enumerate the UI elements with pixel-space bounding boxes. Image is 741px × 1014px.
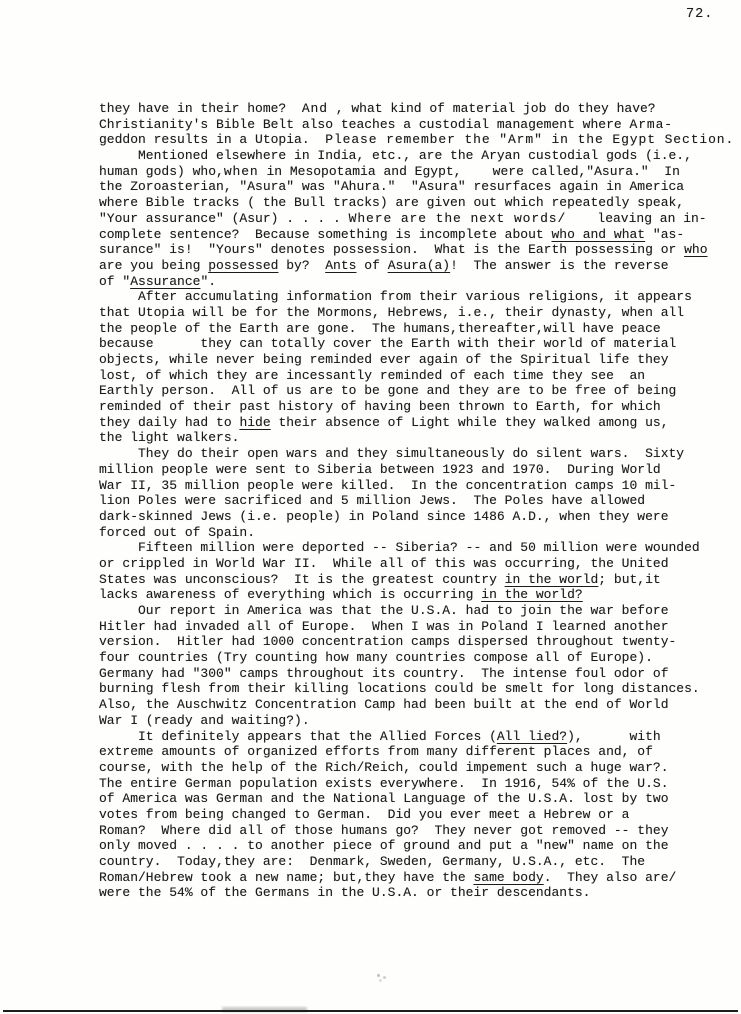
text-line xyxy=(99,540,735,556)
text-segment: objects, while never being reminded ever again of the Spiritual life they xyxy=(99,352,669,367)
text-line xyxy=(99,368,735,384)
underlined-text: who and what xyxy=(551,226,646,242)
text-line xyxy=(99,227,735,243)
text-segment: Earthly person. All of us are to be gone and they are to be free of being xyxy=(99,383,677,399)
text-line xyxy=(99,289,735,305)
text-segment: The entire German population exists everywhere. In 1916, 54% of the U.S. xyxy=(99,775,669,791)
text-segment: version. Hitler had 1000 concentration camps dispersed throughout twenty- xyxy=(99,634,677,650)
text-line xyxy=(99,838,735,854)
text-line xyxy=(99,132,735,148)
text-line xyxy=(99,603,735,619)
text-line xyxy=(99,854,735,870)
text-line xyxy=(99,321,735,337)
text-segment: only moved . . . . to another piece of ground and put a "new" name on the xyxy=(99,838,669,854)
text-segment: Please remember the "Arm" in the Egypt Section. xyxy=(325,132,735,148)
underlined-text: in the world? xyxy=(481,587,583,603)
text-line xyxy=(99,446,735,462)
text-segment: Christianity's Bible Belt also teaches a custodial management where xyxy=(99,116,630,132)
underlined-text: All lied? xyxy=(496,728,568,744)
text-line xyxy=(99,383,735,399)
text-segment: dark-skinned Jews (i.e. people) in Poland since 1486 A.D., when they were xyxy=(99,508,669,524)
text-line xyxy=(99,117,735,133)
paragraph xyxy=(99,148,735,289)
text-line xyxy=(99,195,735,211)
underlined-text: hide xyxy=(239,414,271,430)
text-line xyxy=(99,556,735,572)
text-segment: ), with xyxy=(567,728,661,744)
text-line xyxy=(99,415,735,431)
text-line xyxy=(99,462,735,478)
text-segment: where Bible tracks ( the Bull tracks) are given out which repeatedly speak, xyxy=(99,195,685,211)
text-segment: leaving an in- xyxy=(566,210,707,226)
paragraph xyxy=(99,446,735,540)
text-segment: War I (ready and waiting?). xyxy=(99,712,310,728)
text-segment: course, with the help of the Rich/Reich, could impement such a huge war?. xyxy=(99,759,669,775)
text-line xyxy=(99,885,735,901)
text-line xyxy=(99,791,735,807)
text-segment: Fifteen million were deported -- Siberia? -- and 50 million were wounded xyxy=(99,540,700,556)
text-segment: ! The answer is the reverse xyxy=(450,257,669,273)
text-segment: of " xyxy=(99,273,131,289)
underlined-text: Asura(a) xyxy=(387,257,451,273)
text-line xyxy=(99,258,735,274)
text-line xyxy=(99,305,735,321)
text-segment: by? xyxy=(278,257,326,273)
text-line xyxy=(99,713,735,729)
underlined-text: possessed xyxy=(208,257,279,273)
text-segment: were the 54% of the Germans in the U.S.A. or their descendants. xyxy=(99,885,591,901)
text-segment: And xyxy=(301,101,328,116)
text-segment: human gods) who, xyxy=(99,163,224,179)
text-segment: geddon results in a Utopia. xyxy=(99,132,326,148)
text-line xyxy=(99,870,735,886)
text-segment: Roman? Where did all of those humans go? They never got removed -- they xyxy=(99,822,669,838)
text-line xyxy=(99,242,735,258)
text-line xyxy=(99,697,735,713)
text-segment: ; but,it xyxy=(598,571,661,587)
text-line xyxy=(99,352,735,368)
scan-edge-line xyxy=(3,1010,738,1012)
text-line xyxy=(99,729,735,745)
text-line xyxy=(99,572,735,588)
underlined-text: in the world xyxy=(504,571,599,587)
text-segment: Mentioned elsewhere in India, etc., are the Aryan custodial gods (i.e., xyxy=(99,148,692,164)
text-line xyxy=(99,525,735,541)
text-segment: four countries (Try counting how many countries compose all of Europe). xyxy=(99,650,653,666)
text-segment: Also, the Auschwitz Concentration Camp had been built at the end of World xyxy=(99,697,669,713)
text-segment: reminded of their past history of having been thrown to Earth, for which xyxy=(99,399,661,415)
text-segment: the light walkers. xyxy=(99,430,240,446)
text-segment: Germany had "300" camps throughout its country. The intense foul odor of xyxy=(99,665,669,681)
underlined-text: Ants xyxy=(325,257,357,273)
text-segment: extreme amounts of organized efforts from many different places and, of xyxy=(99,744,653,760)
text-segment: They do their open wars and they simultaneously do silent wars. Sixty xyxy=(99,446,685,462)
text-line xyxy=(99,336,735,352)
paragraph xyxy=(99,101,735,148)
text-segment: lacks awareness of everything which is occurring xyxy=(99,587,482,603)
text-segment: because they can totally cover the Earth with their world of material xyxy=(99,336,677,352)
text-segment: States was unconscious? It is the greatest country xyxy=(99,571,505,587)
paragraph xyxy=(99,729,735,902)
text-segment: in Mesopotamia and Egypt, were called,"Asura." In xyxy=(258,163,680,179)
text-line xyxy=(99,807,735,823)
text-segment: Hitler had invaded all of Europe. When I was in Poland I learned another xyxy=(99,618,669,634)
text-segment: "Your assurance" (Asur) . . . . xyxy=(99,210,349,226)
text-segment: War II, 35 million people were killed. In the concentration camps 10 mil- xyxy=(99,477,677,493)
text-segment: . They also are/ xyxy=(543,869,677,885)
text-segment: Where are the next words/ xyxy=(348,210,567,226)
text-line xyxy=(99,681,735,697)
text-segment: Arma- xyxy=(629,116,674,132)
text-segment: "as- xyxy=(645,226,685,242)
text-line xyxy=(99,399,735,415)
text-segment: the Zoroasterian, "Asura" was "Ahura." "Asura" resurfaces again in America xyxy=(99,179,685,195)
page-number: 72. xyxy=(686,7,714,22)
paragraph xyxy=(99,289,735,446)
text-segment: country. Today,they are: Denmark, Sweden, Germany, U.S.A., etc. The xyxy=(99,854,646,869)
text-segment: that Utopia will be for the Mormons, Hebrews, i.e., their dynasty, when all xyxy=(99,304,685,320)
text-segment: the people of the Earth are gone. The humans,thereafter,will have peace xyxy=(99,320,661,336)
text-segment: of America was German and the National Language of the U.S.A. lost by two xyxy=(99,791,669,807)
text-line xyxy=(99,666,735,682)
underlined-text: Assurance xyxy=(130,273,201,289)
underlined-text: same body xyxy=(473,869,544,885)
text-line xyxy=(99,509,735,525)
text-segment: After accumulating information from their various religions, it appears xyxy=(99,289,692,305)
text-line xyxy=(99,478,735,494)
text-segment: their absence of Light while they walked among us, xyxy=(270,414,669,430)
text-line xyxy=(99,744,735,760)
text-segment: forced out of Spain. xyxy=(99,524,256,540)
text-line xyxy=(99,274,735,290)
text-segment: when xyxy=(223,163,259,179)
scan-speck-artifact xyxy=(377,974,380,977)
text-segment: , what kind of material job do they have? xyxy=(327,101,656,116)
text-line xyxy=(99,776,735,792)
text-line xyxy=(99,493,735,509)
text-segment: are you being xyxy=(99,257,209,273)
text-segment: surance" is! "Yours" denotes possession. What is the Earth possessing or xyxy=(99,242,685,258)
text-line xyxy=(99,211,735,227)
text-segment: of xyxy=(356,257,388,273)
text-segment: burning flesh from their killing locations could be smelt for long distances. xyxy=(99,681,700,697)
text-segment: Roman/Hebrew took a new name; but,they have the xyxy=(99,869,474,885)
document-body xyxy=(99,101,735,901)
text-segment: or crippled in World War II. While all of this was occurring, the United xyxy=(99,555,669,571)
paragraph xyxy=(99,603,735,729)
text-line xyxy=(99,760,735,776)
text-line xyxy=(99,650,735,666)
text-line xyxy=(99,619,735,635)
text-line xyxy=(99,823,735,839)
text-segment: million people were sent to Siberia between 1923 and 1970. During World xyxy=(99,461,661,477)
text-segment: votes from being changed to German. Did you ever meet a Hebrew or a xyxy=(99,806,630,822)
text-segment: lion Poles were sacrificed and 5 million Jews. The Poles have allowed xyxy=(99,493,646,509)
text-line xyxy=(99,164,735,180)
text-line xyxy=(99,430,735,446)
text-segment: It definitely appears that the Allied Forces ( xyxy=(99,728,497,744)
paragraph xyxy=(99,540,735,603)
text-line xyxy=(99,587,735,603)
text-segment: they daily had to xyxy=(99,414,240,430)
underlined-text: who xyxy=(684,242,708,258)
text-line xyxy=(99,179,735,195)
text-line xyxy=(99,101,735,117)
text-line xyxy=(99,148,735,164)
text-line xyxy=(99,634,735,650)
text-segment: they have in their home? xyxy=(99,101,302,116)
text-segment: Our report in America was that the U.S.A. had to join the war before xyxy=(99,603,669,618)
text-segment: lost, of which they are incessantly reminded of each time they see an xyxy=(99,367,646,383)
text-segment: ". xyxy=(200,273,217,289)
text-segment: complete sentence? Because something is incomplete about xyxy=(99,226,552,242)
